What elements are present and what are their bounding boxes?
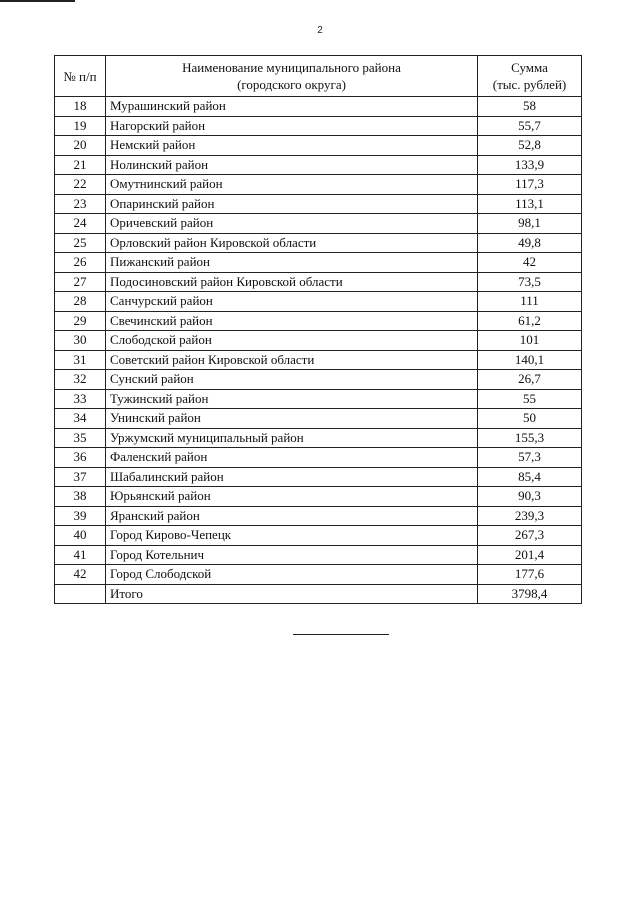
header-name xyxy=(106,56,478,97)
table-row xyxy=(55,370,582,390)
row-name: Подосиновский район Кировской области xyxy=(106,272,478,292)
row-name: Город Слободской xyxy=(106,565,478,585)
row-name: Свечинский район xyxy=(106,311,478,331)
row-name: Слободской район xyxy=(106,331,478,351)
row-name: Нолинский район xyxy=(106,155,478,175)
row-num: 32 xyxy=(55,370,106,390)
table-row xyxy=(55,292,582,312)
row-sum: 239,3 xyxy=(478,506,582,526)
row-num: 28 xyxy=(55,292,106,312)
row-num: 29 xyxy=(55,311,106,331)
row-num: 18 xyxy=(55,97,106,117)
row-name: Опаринский район xyxy=(106,194,478,214)
row-sum: 101 xyxy=(478,331,582,351)
header-sum xyxy=(478,56,582,97)
header-num: № п/п xyxy=(55,56,106,97)
table-header-row xyxy=(55,56,582,97)
table-row xyxy=(55,506,582,526)
row-name: Орловский район Кировской области xyxy=(106,233,478,253)
row-num: 42 xyxy=(55,565,106,585)
row-num: 22 xyxy=(55,175,106,195)
row-sum: 201,4 xyxy=(478,545,582,565)
row-name: Нагорский район xyxy=(106,116,478,136)
row-num: 34 xyxy=(55,409,106,429)
row-sum: 57,3 xyxy=(478,448,582,468)
table-row xyxy=(55,272,582,292)
table-row xyxy=(55,350,582,370)
table-row xyxy=(55,545,582,565)
row-num: 20 xyxy=(55,136,106,156)
table-row xyxy=(55,565,582,585)
table-row xyxy=(55,311,582,331)
table-row xyxy=(55,467,582,487)
row-num: 40 xyxy=(55,526,106,546)
table-row xyxy=(55,116,582,136)
row-num: 39 xyxy=(55,506,106,526)
row-sum: 133,9 xyxy=(478,155,582,175)
row-sum: 26,7 xyxy=(478,370,582,390)
table-row xyxy=(55,389,582,409)
row-num: 36 xyxy=(55,448,106,468)
table-row xyxy=(55,214,582,234)
row-num: 37 xyxy=(55,467,106,487)
row-num: 38 xyxy=(55,487,106,507)
row-sum: 267,3 xyxy=(478,526,582,546)
row-name: Уржумский муниципальный район xyxy=(106,428,478,448)
row-name: Шабалинский район xyxy=(106,467,478,487)
row-sum: 49,8 xyxy=(478,233,582,253)
table-row xyxy=(55,175,582,195)
row-sum: 61,2 xyxy=(478,311,582,331)
table-row xyxy=(55,448,582,468)
table-total-row xyxy=(55,584,582,604)
header-name-line1: Наименование муниципального района xyxy=(182,60,401,75)
total-label: Итого xyxy=(106,584,478,604)
row-num: 31 xyxy=(55,350,106,370)
row-sum: 55,7 xyxy=(478,116,582,136)
row-sum: 50 xyxy=(478,409,582,429)
row-name: Омутнинский район xyxy=(106,175,478,195)
row-num: 24 xyxy=(55,214,106,234)
row-sum: 113,1 xyxy=(478,194,582,214)
row-name: Мурашинский район xyxy=(106,97,478,117)
table-row xyxy=(55,409,582,429)
row-sum: 55 xyxy=(478,389,582,409)
row-num: 30 xyxy=(55,331,106,351)
row-sum: 90,3 xyxy=(478,487,582,507)
table-row xyxy=(55,428,582,448)
row-name: Город Кирово-Чепецк xyxy=(106,526,478,546)
total-sum: 3798,4 xyxy=(478,584,582,604)
district-sum-table xyxy=(54,55,582,604)
row-name: Яранский район xyxy=(106,506,478,526)
row-num: 27 xyxy=(55,272,106,292)
table-row xyxy=(55,331,582,351)
row-num: 19 xyxy=(55,116,106,136)
row-name: Сунский район xyxy=(106,370,478,390)
row-sum: 85,4 xyxy=(478,467,582,487)
table-row xyxy=(55,155,582,175)
row-sum: 177,6 xyxy=(478,565,582,585)
row-num: 23 xyxy=(55,194,106,214)
header-name-line2: (городского округа) xyxy=(237,77,346,92)
row-num: 25 xyxy=(55,233,106,253)
table-body xyxy=(55,97,582,604)
row-name: Санчурский район xyxy=(106,292,478,312)
table-row xyxy=(55,136,582,156)
row-name: Пижанский район xyxy=(106,253,478,273)
row-sum: 155,3 xyxy=(478,428,582,448)
header-sum-line1: Сумма xyxy=(511,60,548,75)
row-sum: 42 xyxy=(478,253,582,273)
row-name: Тужинский район xyxy=(106,389,478,409)
row-name: Юрьянский район xyxy=(106,487,478,507)
row-sum: 73,5 xyxy=(478,272,582,292)
page-number: 2 xyxy=(317,25,323,36)
row-num: 21 xyxy=(55,155,106,175)
row-name: Унинский район xyxy=(106,409,478,429)
closing-rule xyxy=(293,634,389,635)
table-row xyxy=(55,233,582,253)
table-row xyxy=(55,526,582,546)
row-num: 41 xyxy=(55,545,106,565)
row-sum: 52,8 xyxy=(478,136,582,156)
row-sum: 140,1 xyxy=(478,350,582,370)
total-num xyxy=(55,584,106,604)
row-sum: 98,1 xyxy=(478,214,582,234)
row-sum: 111 xyxy=(478,292,582,312)
table-row xyxy=(55,97,582,117)
row-name: Оричевский район xyxy=(106,214,478,234)
row-name: Город Котельнич xyxy=(106,545,478,565)
row-num: 35 xyxy=(55,428,106,448)
row-num: 33 xyxy=(55,389,106,409)
row-sum: 117,3 xyxy=(478,175,582,195)
table-row xyxy=(55,253,582,273)
row-num: 26 xyxy=(55,253,106,273)
row-name: Фаленский район xyxy=(106,448,478,468)
row-name: Советский район Кировской области xyxy=(106,350,478,370)
row-sum: 58 xyxy=(478,97,582,117)
table-row xyxy=(55,194,582,214)
table-row xyxy=(55,487,582,507)
header-sum-line2: (тыс. рублей) xyxy=(492,77,567,92)
row-name: Немский район xyxy=(106,136,478,156)
top-corner-mark xyxy=(0,0,75,2)
